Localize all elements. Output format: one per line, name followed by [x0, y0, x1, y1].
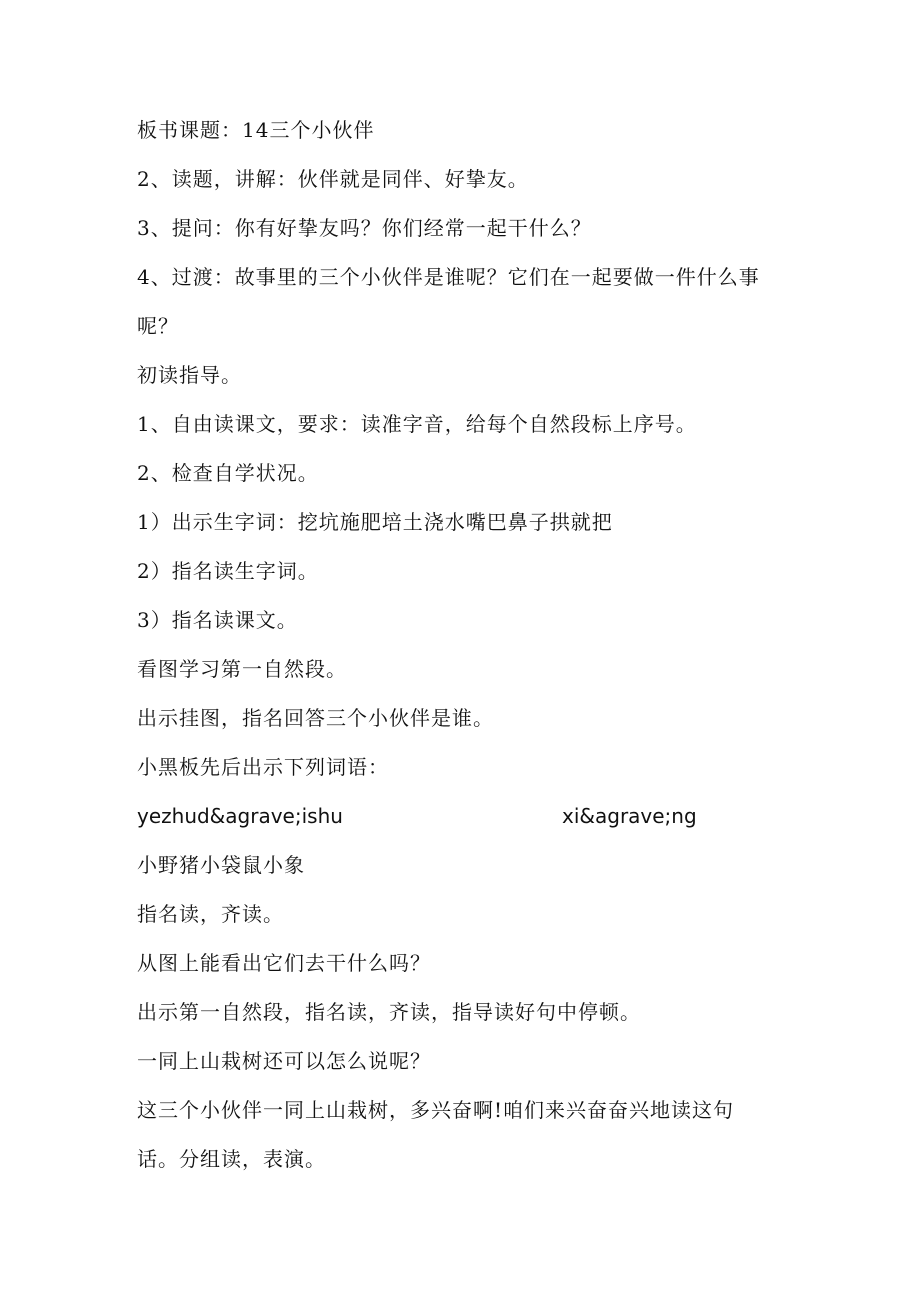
text-line: 从图上能看出它们去干什么吗？ — [137, 951, 431, 975]
text-line: 3）指名读课文。 — [137, 608, 298, 632]
pinyin-left: yezhud&agrave;ishu — [137, 804, 343, 828]
text-line: 1、自由读课文，要求：读准字音，给每个自然段标上序号。 — [137, 412, 697, 436]
text-line: 2、检查自学状况。 — [137, 461, 319, 485]
text-line: 板书课题：14三个小伙伴 — [137, 118, 375, 142]
text-line: 2）指名读生字词。 — [137, 559, 319, 583]
text-line: 4、过渡：故事里的三个小伙伴是谁呢？它们在一起要做一件什么事 — [137, 265, 760, 289]
text-line: 出示挂图，指名回答三个小伙伴是谁。 — [137, 706, 494, 730]
section-heading: 看图学习第一自然段。 — [137, 657, 347, 681]
text-line: 这三个小伙伴一同上山栽树，多兴奋啊!咱们来兴奋奋兴地读这句 — [137, 1098, 735, 1122]
text-line: 呢？ — [137, 314, 179, 338]
text-line: 一同上山栽树还可以怎么说呢？ — [137, 1049, 431, 1073]
vocabulary-line: 小野猪小袋鼠小象 — [137, 853, 305, 877]
section-heading: 初读指导。 — [137, 363, 242, 387]
text-line: 指名读，齐读。 — [137, 902, 284, 926]
text-line: 2、读题，讲解：伙伴就是同伴、好挚友。 — [137, 167, 529, 191]
pinyin-right: xi&agrave;ng — [562, 804, 697, 828]
pinyin-row — [137, 802, 837, 830]
text-line: 1）出示生字词：挖坑施肥培土浇水嘴巴鼻子拱就把 — [137, 510, 613, 534]
text-line: 小黑板先后出示下列词语： — [137, 755, 389, 779]
text-line: 3、提问：你有好挚友吗？你们经常一起干什么？ — [137, 216, 592, 240]
text-line: 话。分组读，表演。 — [137, 1147, 326, 1171]
text-line: 出示第一自然段，指名读，齐读，指导读好句中停顿。 — [137, 1000, 641, 1024]
